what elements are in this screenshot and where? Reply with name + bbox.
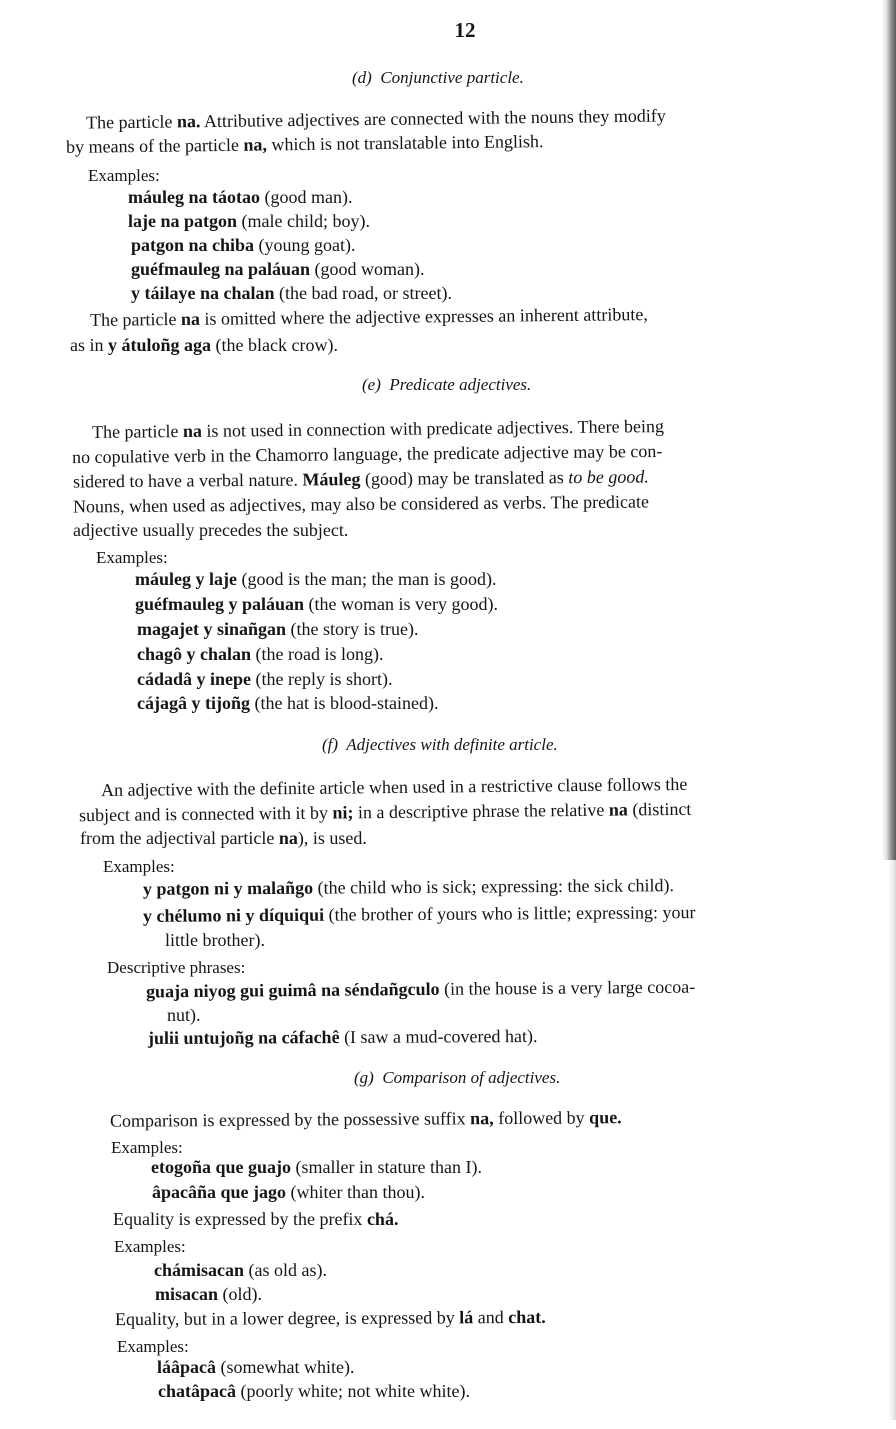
section-heading-g: [354, 1068, 560, 1088]
paragraph-line: The particle na. Attributive adjectives are connected with the nouns they modify: [85, 105, 666, 133]
example-item-continued: little brother).: [165, 930, 265, 950]
paragraph-line: subject and is connected with it by ni; in a descriptive phrase the relative na (distinct: [78, 798, 692, 826]
paragraph-line: Equality, but in a lower degree, is expressed by lá and chat.: [114, 1306, 546, 1330]
example-item: julii untujoñg na cáfachê (I saw a mud-covered hat).: [147, 1025, 538, 1049]
example-item: cádadâ y inepe (the reply is short).: [137, 669, 393, 689]
paragraph-line: by means of the particle na, which is not translatable into English.: [65, 131, 544, 157]
page-number: 12: [454, 18, 476, 42]
examples-label: Examples:: [96, 548, 168, 567]
paragraph-line: Comparison is expressed by the possessive suffix na, followed by que.: [109, 1107, 622, 1131]
example-item: etogoña que guajo (smaller in stature than I).: [151, 1157, 482, 1177]
example-item: cájagâ y tijoñg (the hat is blood-stained).: [137, 693, 439, 713]
scan-edge-shadow: [882, 0, 896, 860]
heading-letter: (e): [362, 375, 381, 394]
examples-label: Examples:: [111, 1138, 183, 1157]
example-item: máuleg y laje (good is the man; the man is good).: [135, 569, 497, 589]
heading-title: Adjectives with definite article.: [346, 735, 558, 754]
paragraph-line: no copulative verb in the Chamorro language, the predicate adjective may be con-: [71, 440, 663, 468]
paragraph-line: from the adjectival particle na), is used.: [80, 828, 367, 848]
example-item: y táilaye na chalan (the bad road, or street).: [131, 283, 452, 303]
paragraph-line: Equality is expressed by the prefix chá.: [113, 1209, 399, 1229]
example-item: máuleg na táotao (good man).: [128, 187, 353, 207]
example-item: chatâpacâ (poorly white; not white white).: [158, 1381, 470, 1401]
paragraph-line: The particle na is omitted where the adjective expresses an inherent attribute,: [89, 304, 648, 330]
heading-letter: (d): [352, 68, 372, 87]
example-item: magajet y sinañgan (the story is true).: [137, 619, 419, 639]
heading-title: Predicate adjectives.: [389, 375, 532, 394]
example-item: láâpacâ (somewhat white).: [157, 1357, 355, 1377]
example-item-continued: nut).: [167, 1005, 201, 1025]
example-item: chámisacan (as old as).: [154, 1260, 327, 1280]
section-heading-d: [352, 68, 524, 88]
example-item: chagô y chalan (the road is long).: [137, 644, 384, 664]
example-item: guéfmauleg na paláuan (good woman).: [131, 259, 425, 279]
paragraph-line: The particle na is not used in connection with predicate adjectives. There being: [91, 416, 665, 442]
example-item: guaja niyog gui guimâ na séndañgculo (in the house is a very large cocoa-: [145, 976, 696, 1002]
example-item: y chélumo ni y díquiqui (the brother of yours who is little; expressing: your: [142, 902, 696, 926]
heading-letter: (g): [354, 1068, 374, 1087]
paragraph-line: as in y átuloñg aga (the black crow).: [70, 335, 338, 355]
example-item: misacan (old).: [155, 1284, 262, 1304]
examples-label: Examples:: [117, 1337, 189, 1356]
example-item: laje na patgon (male child; boy).: [128, 211, 370, 231]
scan-edge-shadow-lower: [888, 860, 896, 1420]
descriptive-phrases-label: Descriptive phrases:: [107, 958, 246, 977]
example-item: âpacâña que jago (whiter than thou).: [152, 1182, 425, 1202]
heading-title: Comparison of adjectives.: [382, 1068, 561, 1087]
examples-label: Examples:: [103, 857, 175, 876]
example-item: patgon na chiba (young goat).: [131, 235, 356, 255]
heading-letter: (f): [322, 735, 339, 754]
examples-label: Examples:: [114, 1237, 186, 1256]
example-item: guéfmauleg y paláuan (the woman is very good).: [135, 594, 498, 614]
section-heading-e: [362, 375, 531, 395]
examples-label: Examples:: [88, 166, 160, 185]
heading-title: Conjunctive particle.: [380, 68, 524, 87]
paragraph-line: Nouns, when used as adjectives, may also be considered as verbs. The predicate: [72, 491, 650, 517]
paragraph-line: sidered to have a verbal nature. Máuleg (good) may be translated as to be good.: [72, 466, 649, 492]
example-item: y patgon ni y malañgo (the child who is sick; expressing: the sick child).: [142, 875, 675, 899]
section-heading-f: [322, 735, 558, 755]
paragraph-line: adjective usually precedes the subject.: [73, 520, 349, 540]
paragraph-line: An adjective with the definite article when used in a restrictive clause follows the: [100, 773, 688, 801]
